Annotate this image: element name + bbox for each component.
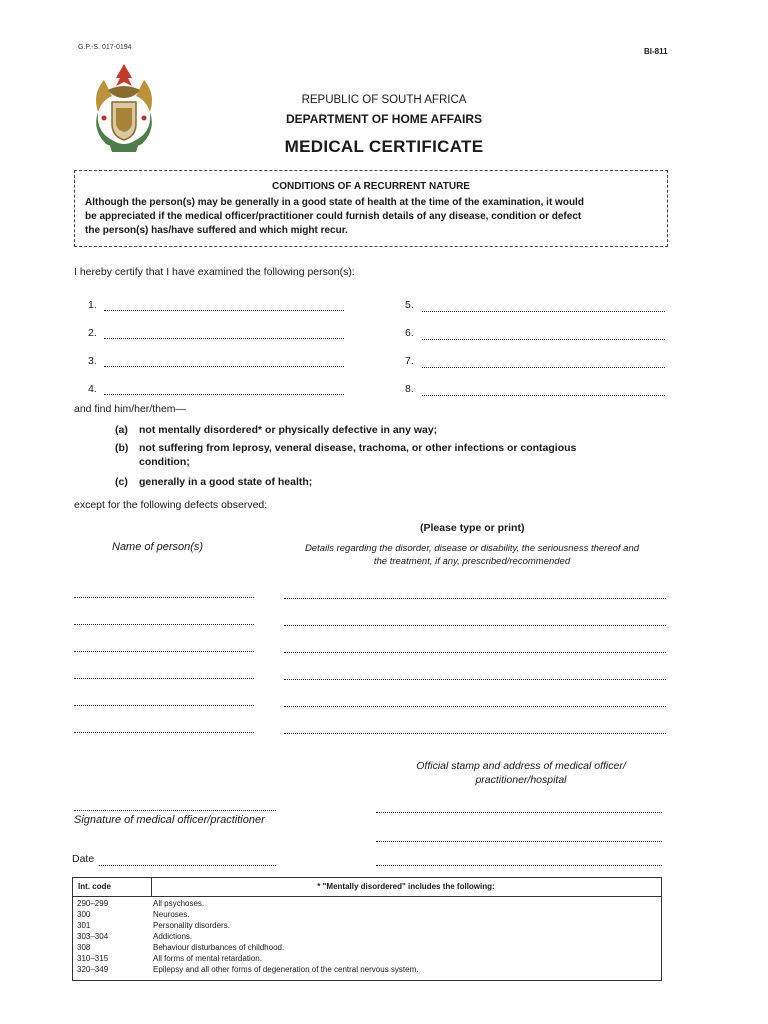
person-number-8: 8. [405,383,414,395]
date-label: Date [72,853,95,865]
row-desc: Addictions. [153,932,193,941]
person-number-2: 2. [88,327,97,339]
table-row [77,953,262,964]
row-code: 320–349 [77,965,109,974]
person-field-4[interactable] [104,393,344,395]
row-code: 303–304 [77,932,109,941]
stamp-address-line-3[interactable] [376,864,662,866]
person-field-8[interactable] [422,394,665,396]
person-number-4: 4. [88,383,97,395]
date-field[interactable] [99,864,276,866]
condition-c-text: generally in a good state of health; [139,476,313,488]
row-desc: Behaviour disturbances of childhood. [153,943,285,952]
condition-a-label: (a) [115,424,128,436]
signature-label: Signature of medical officer/practitioner [74,814,265,826]
row-code: 300 [77,910,91,919]
person-field-1[interactable] [104,309,344,311]
notice-text [85,196,661,238]
defect-details-field-6[interactable] [284,732,666,734]
person-field-7[interactable] [422,366,665,368]
table-header [73,878,661,897]
table-header-code: Int. code [78,882,111,891]
table-row [77,898,204,909]
condition-b-text-2: condition; [139,456,190,468]
row-code: 310–315 [77,954,109,963]
please-type-note: (Please type or print) [420,522,525,534]
condition-b-label: (b) [115,442,129,454]
person-field-6[interactable] [422,338,665,340]
table-row [77,942,284,953]
notice-title: CONDITIONS OF A RECURRENT NATURE [272,181,470,192]
notice-line-2: be appreciated if the medical officer/practitioner could furnish details of any disease, condition or defect [85,211,582,222]
stamp-label-1: Official stamp and address of medical officer/ [416,760,626,772]
table-row [77,931,192,942]
row-code: 301 [77,921,91,930]
col-details-header-2: the treatment, if any, prescribed/recommended [373,556,571,567]
certify-text: I hereby certify that I have examined the following person(s): [74,266,355,278]
gp-code: G.P.-S. 017-0194 [78,44,132,51]
find-text: and find him/her/them— [74,403,187,415]
defect-details-field-3[interactable] [284,651,666,653]
row-desc: All forms of mental retardation. [153,954,262,963]
defect-details-field-1[interactable] [284,597,666,599]
republic-heading: REPUBLIC OF SOUTH AFRICA [301,94,467,106]
row-code: 290–299 [77,899,109,908]
signature-field[interactable] [74,809,276,811]
defect-details-field-2[interactable] [284,624,666,626]
person-number-5: 5. [405,299,414,311]
table-row [77,920,230,931]
defect-name-field-1[interactable] [74,596,254,598]
person-number-7: 7. [405,355,414,367]
person-field-3[interactable] [104,365,344,367]
person-number-3: 3. [88,355,97,367]
defect-name-field-4[interactable] [74,677,254,679]
row-desc: All psychoses. [153,899,205,908]
defect-name-field-5[interactable] [74,704,254,706]
form-code: BI-811 [644,47,668,56]
col-details-header-1: Details regarding the disorder, disease or disability, the seriousness thereof and [304,543,640,554]
table-header-description: * "Mentally disordered" includes the following: [317,882,495,891]
defect-details-field-5[interactable] [284,705,666,707]
page-title: MEDICAL CERTIFICATE [284,137,484,156]
row-desc: Personality disorders. [153,921,230,930]
col-name-header: Name of person(s) [112,541,204,553]
notice-line-3: the person(s) has/have suffered and which might recur. [85,225,348,236]
notice-line-1: Although the person(s) may be generally in a good state of health at the time of the examination, it would [85,197,584,208]
mental-disorder-codes-table [72,877,662,981]
defect-details-field-4[interactable] [284,678,666,680]
defect-name-field-3[interactable] [74,650,254,652]
stamp-address-line-2[interactable] [376,840,662,842]
except-text: except for the following defects observed: [74,499,268,511]
condition-c-label: (c) [115,476,128,488]
person-field-2[interactable] [104,337,344,339]
condition-a-text: not mentally disordered* or physically defective in any way; [139,424,438,436]
department-heading: DEPARTMENT OF HOME AFFAIRS [286,112,482,126]
defect-name-field-2[interactable] [74,623,254,625]
row-desc: Epilepsy and all other forms of degeneration of the central nervous system. [153,965,419,974]
defect-name-field-6[interactable] [74,731,254,733]
table-row [77,964,418,975]
row-desc: Neuroses. [153,910,190,919]
stamp-address-line-1[interactable] [376,811,662,813]
person-number-1: 1. [88,299,97,311]
person-field-5[interactable] [422,310,665,312]
recurrent-conditions-notice [74,170,668,247]
stamp-label-2: practitioner/hospital [475,774,567,786]
condition-b-text: not suffering from leprosy, veneral disease, trachoma, or other infections or contagious [139,442,577,454]
row-code: 308 [77,943,91,952]
table-row [77,909,189,920]
person-number-6: 6. [405,327,414,339]
